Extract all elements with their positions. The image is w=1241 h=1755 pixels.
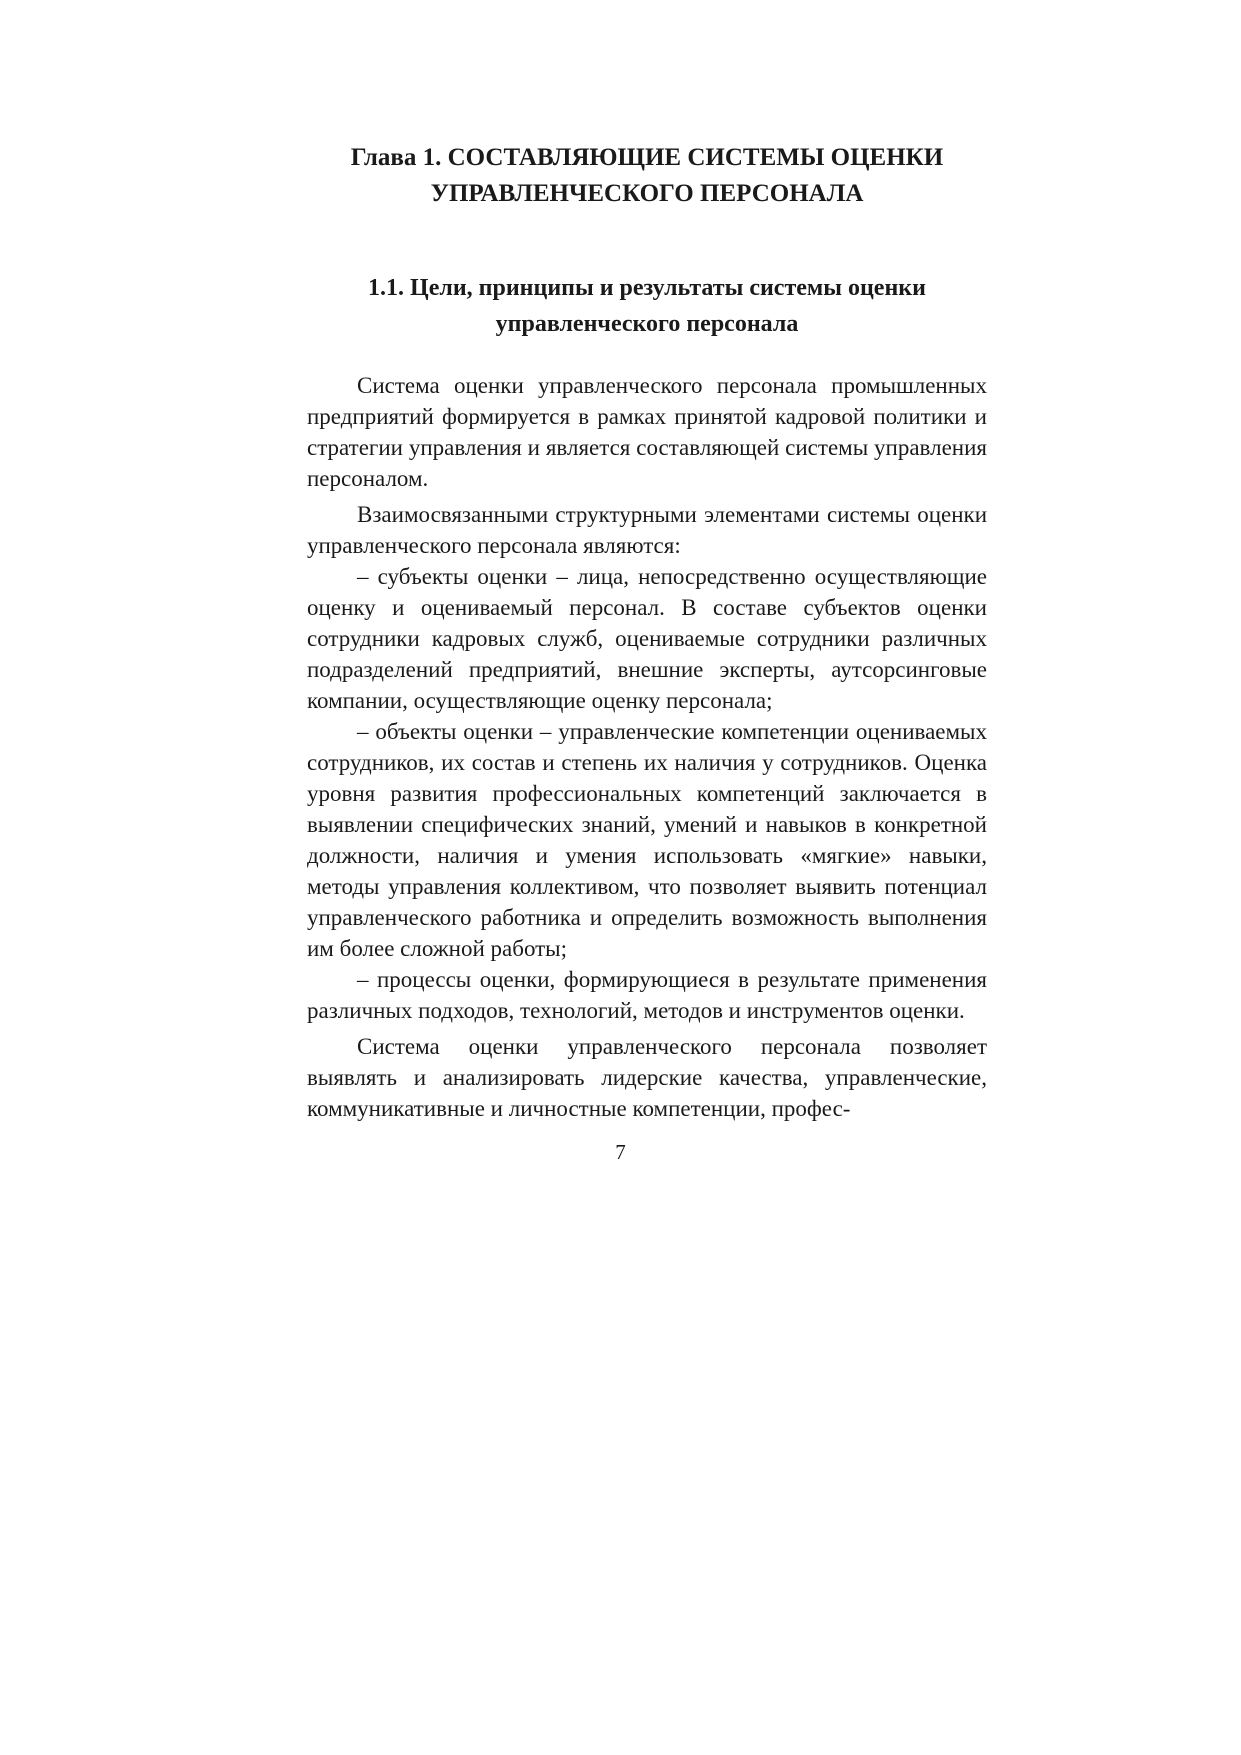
paragraph-elements: Взаимосвязанными структурными элементами системы оценки управленческого персонала являются:	[307, 502, 987, 558]
list-item-processes: – процессы оценки, формирующиеся в результате применения различных подходов, технологий, методов и инструментов оценки.	[307, 967, 987, 1023]
list-item-objects: – объекты оценки – управленческие компетенции оцениваемых сотрудников, их состав и степень их наличия у сотрудников. Оценка уровня развития профессиональных компетенций заключается в выявлении специфических знаний, умений и навыков в конкретной должности, наличия и умения использовать «мягкие» навыки, методы управления коллективом, что позволяет выявить потенциал управленческого работника и определить возможность выполнения им более сложной работы;	[307, 719, 987, 961]
list-item-subjects: – субъекты оценки – лица, непосредственно осуществляющие оценку и оцениваемый персонал. В составе субъектов оценки сотрудники кадровых служб, оцениваемые сотрудники различных подразделений предприятий, внешние эксперты, аутсорсинговые компании, осуществляющие оценку персонала;	[307, 564, 987, 713]
body-text	[307, 370, 987, 1124]
page-content	[307, 140, 987, 1124]
paragraph-system: Система оценки управленческого персонала позволяет выявлять и анализировать лидерские качества, управленческие, коммуникативные и личностные компетенции, профес-	[307, 1034, 987, 1121]
chapter-title	[307, 140, 987, 212]
chapter-title-line-1: Глава 1. СОСТАВЛЯЮЩИЕ СИСТЕМЫ ОЦЕНКИ	[350, 144, 944, 171]
paragraph-intro: Система оценки управленческого персонала промышленных предприятий формируется в рамках принятой кадровой политики и стратегии управления и является составляющей системы управления персоналом.	[307, 373, 987, 491]
chapter-title-line-2: УПРАВЛЕНЧЕСКОГО ПЕРСОНАЛА	[430, 180, 864, 207]
section-title-line-2: управленческого персонала	[495, 311, 799, 337]
page-number: 7	[615, 1140, 626, 1164]
section-title	[307, 270, 987, 342]
section-title-line-1: 1.1. Цели, принципы и результаты системы оценки	[368, 275, 926, 301]
